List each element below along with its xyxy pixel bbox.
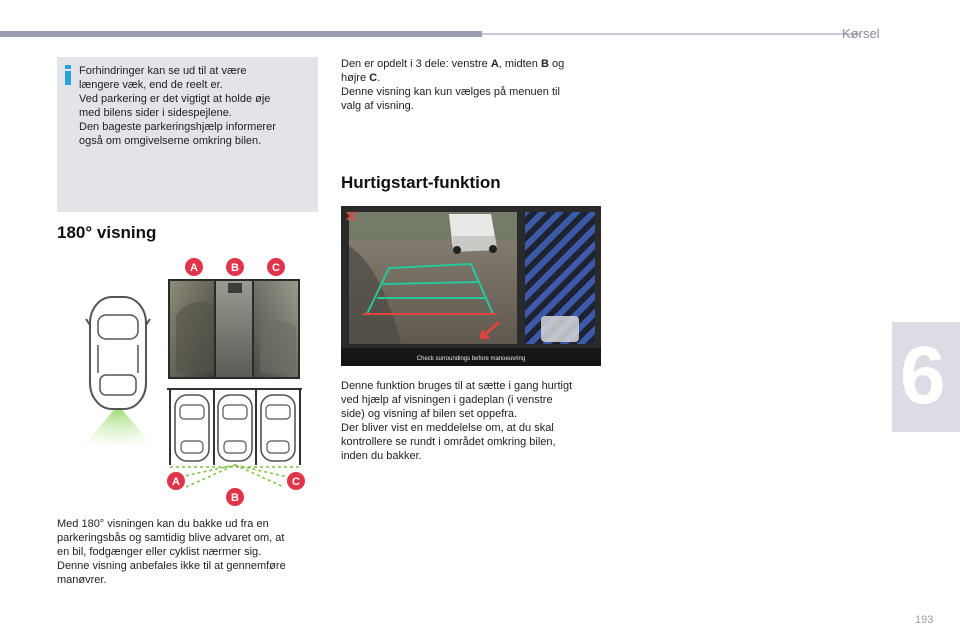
parking-bays [167,389,302,465]
svg-text:C: C [292,476,300,488]
marker-a-top [185,258,203,276]
body-line: ved hjælp af visningen i gadeplan (i venstre [341,394,553,406]
body-line: Denne visning anbefales ikke til at gennemføre [57,560,286,572]
info-box [57,57,318,212]
body-line: Der bliver vist en meddelelse om, at du skal [341,422,554,434]
info-line: længere væk, end de reelt er. [79,79,223,91]
body-line: Denne funktion bruges til at sætte i gang hurtigt [341,380,573,392]
body-line: manøvrer. [57,574,107,586]
svg-text:B: B [231,492,239,504]
view180-heading: 180° visning [57,223,157,242]
info-line: Forhindringer kan se ud til at være [79,65,247,77]
svg-text:A: A [172,476,180,488]
body-line: Denne visning kan kun vælges på menuen til [341,86,560,98]
info-line: med bilens sider i sidespejlene. [79,107,232,119]
body-line: parkeringsbås og samtidig blive advaret om, at [57,532,285,544]
info-line: Ved parkering er det vigtigt at holde øje [79,93,271,105]
car-top-view [84,297,152,445]
view180-body [57,517,327,587]
marker-c-bottom [287,472,305,490]
header-rule [482,33,860,35]
body-line: kontrollere se rundt i området omkring bilen, [341,436,556,448]
body-line: Med 180° visningen kan du bakke ud fra en [57,518,269,530]
body-line: en bil, fodgænger eller cyklist nærmer sig. [57,546,262,558]
chapter-number: 6 [900,330,946,421]
quickstart-body [341,379,616,463]
svg-text:C: C [272,262,280,274]
marker-b-top [226,258,244,276]
camera-split-image [168,279,300,379]
camera-caption: Check surroundings before manoeuvring [416,356,526,362]
svg-text:B: B [231,262,239,274]
marker-c-top [267,258,285,276]
info-line: også om omgivelserne omkring bilen. [79,135,262,147]
info-text [79,64,311,148]
page-number: 193 [915,614,934,626]
body-line: side) og visning af bilen set oppefra. [341,408,518,420]
body-line: højre C. [341,72,381,84]
svg-text:A: A [190,262,198,274]
body-line: Den er opdelt i 3 dele: venstre A, midten B og [341,58,565,70]
section-label: Kørsel [842,26,880,41]
info-line: Den bageste parkeringshjælp informerer [79,121,276,133]
view180-illustration [80,255,320,510]
body-line: valg af visning. [341,100,414,112]
quickstart-heading: Hurtigstart-funktion [341,173,501,192]
body-line: inden du bakker. [341,450,422,462]
view-field-lines [170,465,302,487]
marker-a-bottom [167,472,185,490]
header-bar [0,31,482,37]
camera-screen [341,206,601,366]
info-icon [64,65,72,85]
split-description [341,57,611,113]
marker-b-bottom [226,488,244,506]
